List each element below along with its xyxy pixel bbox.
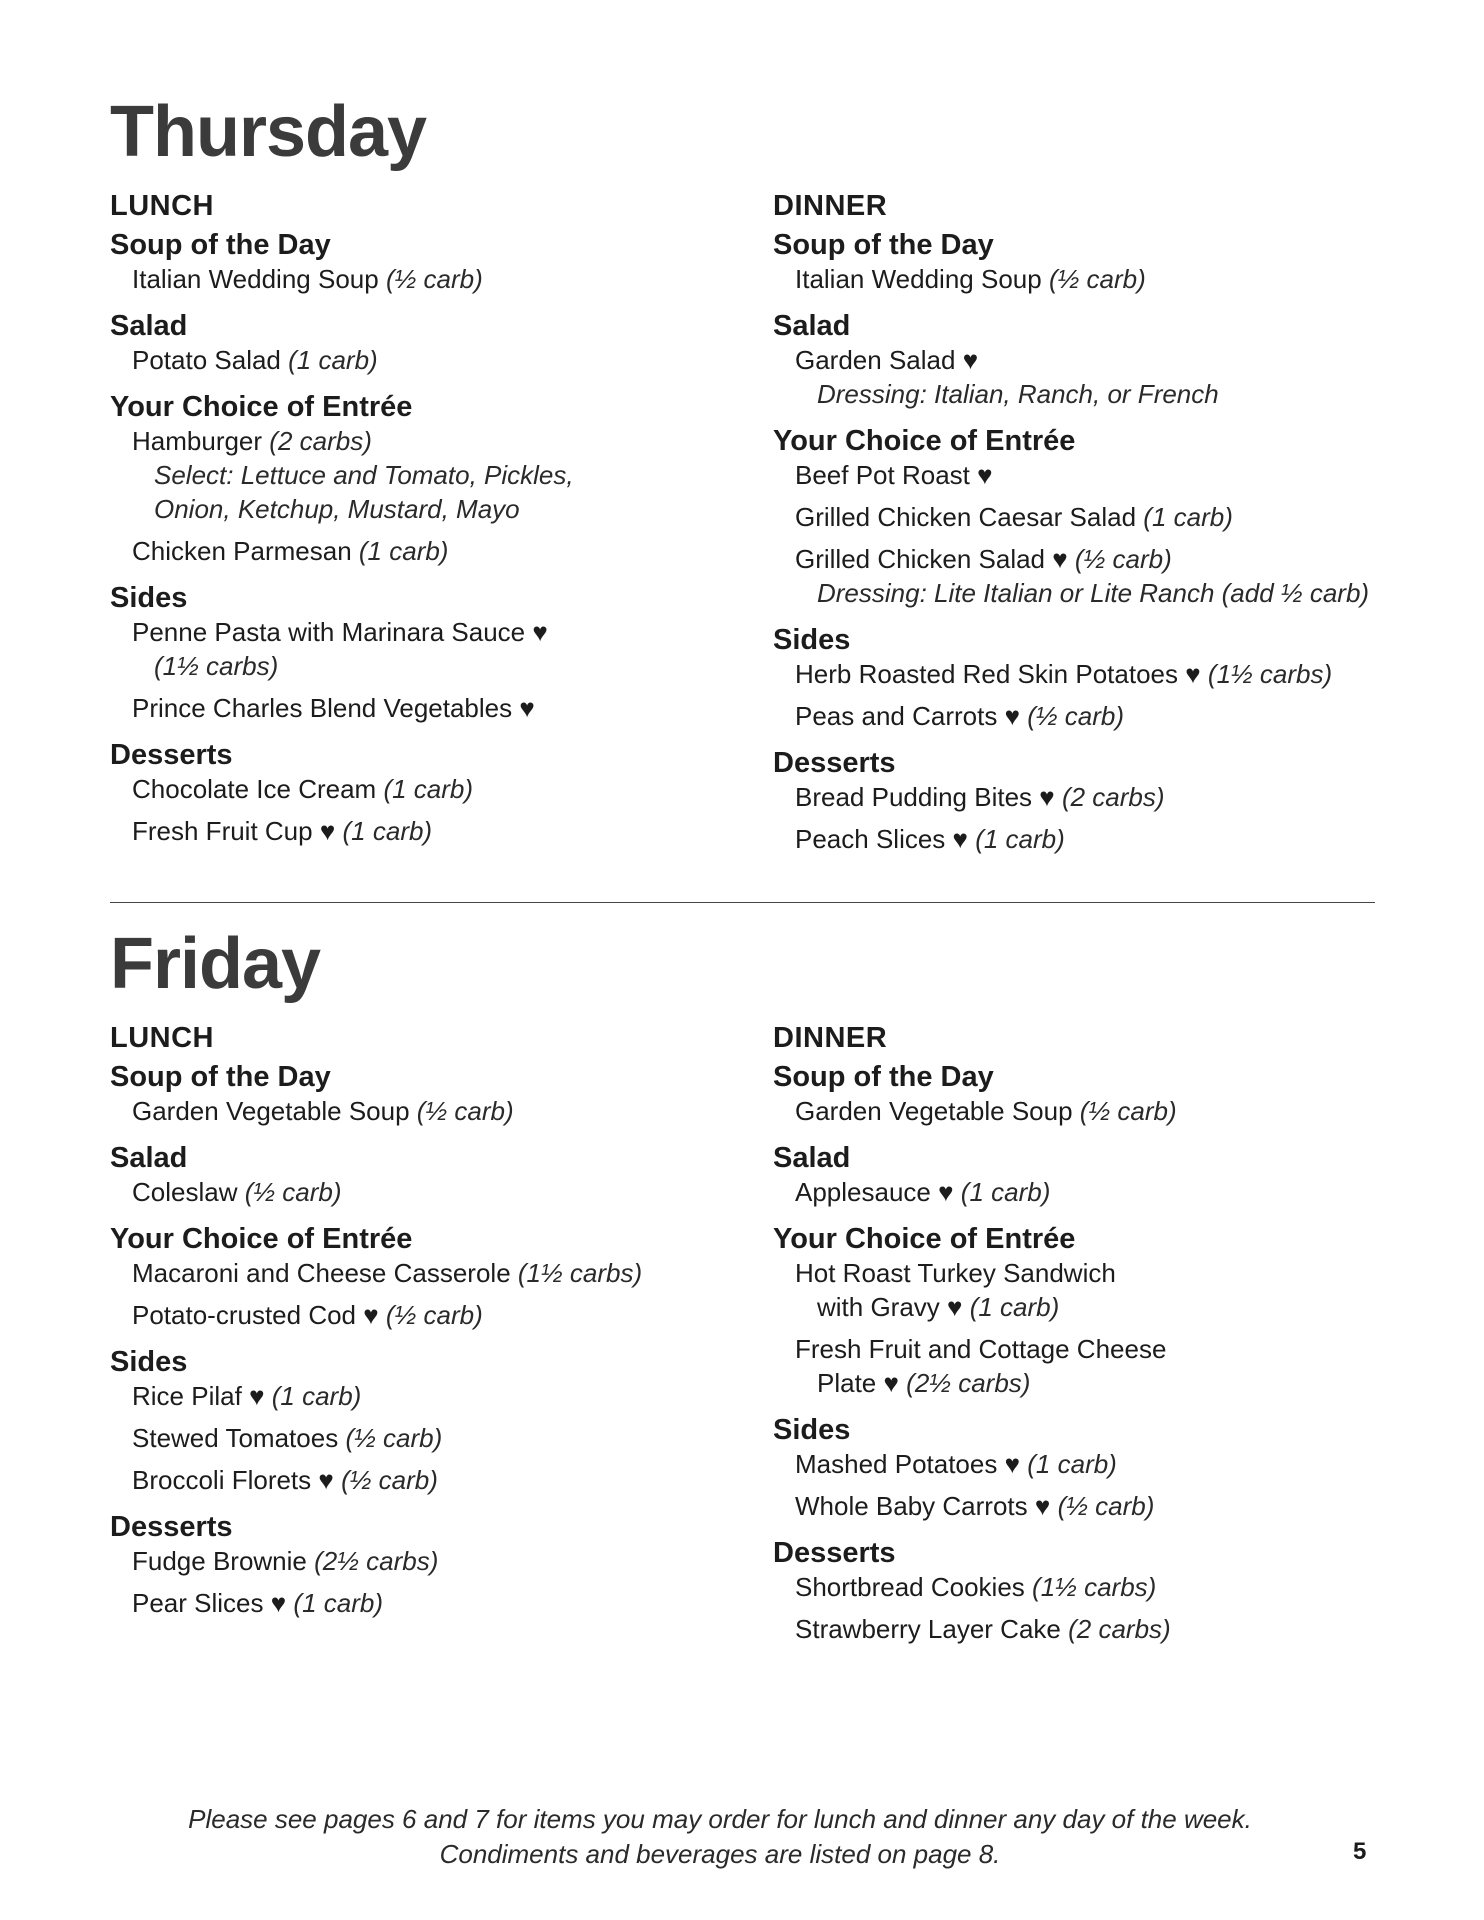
item-name: Italian Wedding Soup	[132, 264, 379, 294]
menu-section	[773, 1060, 1393, 1128]
item-name: Stewed Tomatoes	[132, 1423, 339, 1453]
item-name: Italian Wedding Soup	[795, 264, 1042, 294]
menu-item	[110, 534, 750, 568]
carb-count: (1½ carbs)	[154, 651, 279, 681]
carb-count: (1 carb)	[342, 816, 433, 846]
menu-item	[110, 814, 750, 848]
menu-item	[773, 822, 1393, 856]
item-name: Fresh Fruit Cup	[132, 816, 313, 846]
menu-item	[773, 657, 1393, 691]
item-name: Fudge Brownie	[132, 1546, 307, 1576]
menu-section	[110, 1222, 750, 1332]
section-title: Salad	[773, 1142, 851, 1174]
heart-icon: ♥	[318, 1465, 334, 1495]
menu-section	[773, 309, 1393, 411]
item-name: Grilled Chicken Salad	[795, 544, 1046, 574]
item-carb-wrap	[132, 649, 750, 683]
menu-section	[773, 1536, 1393, 1646]
day-title: Friday	[110, 924, 321, 1004]
item-name: Garden Salad	[795, 345, 956, 375]
item-name-line2: with Gravy	[817, 1292, 940, 1322]
section-title: Your Choice of Entrée	[773, 1223, 1076, 1255]
section-title: Salad	[110, 1142, 188, 1174]
item-name: Fresh Fruit and Cottage Cheese	[795, 1334, 1167, 1364]
item-name: Strawberry Layer Cake	[795, 1614, 1061, 1644]
item-name: Hot Roast Turkey Sandwich	[795, 1258, 1116, 1288]
meal-column-dinner	[773, 1020, 1393, 1659]
carb-count: (½ carb)	[1057, 1491, 1155, 1521]
heart-icon: ♥	[1039, 782, 1055, 812]
heart-icon: ♥	[1034, 1491, 1051, 1521]
item-name: Bread Pudding Bites	[795, 782, 1033, 812]
heart-icon: ♥	[1004, 1449, 1021, 1479]
menu-section	[110, 390, 750, 568]
item-name: Hamburger	[132, 426, 263, 456]
carb-count: (1 carb)	[271, 1381, 362, 1411]
menu-item	[773, 262, 1393, 296]
menu-item	[110, 615, 750, 683]
meal-column-lunch	[110, 188, 750, 861]
menu-item	[773, 1612, 1393, 1646]
heart-icon: ♥	[249, 1381, 265, 1411]
meal-heading: LUNCH	[110, 1022, 214, 1054]
heart-icon: ♥	[952, 824, 968, 854]
footer-note	[150, 1802, 1290, 1872]
menu-item	[110, 772, 750, 806]
carb-count: (½ carb)	[1079, 1096, 1177, 1126]
section-title: Your Choice of Entrée	[110, 391, 413, 423]
menu-section	[110, 1510, 750, 1620]
menu-item	[110, 262, 750, 296]
item-name: Grilled Chicken Caesar Salad	[795, 502, 1137, 532]
menu-item	[773, 699, 1393, 733]
menu-item	[110, 1175, 750, 1209]
item-name-continued	[795, 1290, 1393, 1324]
item-name: Shortbread Cookies	[795, 1572, 1025, 1602]
item-note: Select: Lettuce and Tomato, Pickles,	[154, 460, 574, 490]
heart-icon: ♥	[319, 816, 336, 846]
menu-item	[110, 343, 750, 377]
menu-item	[110, 1544, 750, 1578]
carb-count: (2 carbs)	[269, 426, 372, 456]
section-title: Desserts	[110, 1511, 233, 1543]
item-name: Whole Baby Carrots	[795, 1491, 1028, 1521]
section-title: Salad	[773, 310, 851, 342]
menu-item	[773, 500, 1393, 534]
section-title: Sides	[773, 624, 851, 656]
item-name: Herb Roasted Red Skin Potatoes	[795, 659, 1178, 689]
heart-icon: ♥	[938, 1177, 954, 1207]
menu-item	[773, 1447, 1393, 1481]
menu-item	[110, 1421, 750, 1455]
carb-count: (½ carb)	[345, 1423, 443, 1453]
menu-item	[110, 1379, 750, 1413]
menu-section	[773, 424, 1393, 610]
footer-line-1: Please see pages 6 and 7 for items you may order for lunch and dinner any day of the week.	[188, 1804, 1252, 1834]
heart-icon: ♥	[270, 1588, 287, 1618]
menu-item	[773, 542, 1393, 610]
menu-section	[110, 581, 750, 725]
footer-line-2: Condiments and beverages are listed on page 8.	[439, 1839, 1001, 1869]
carb-count: (1 carb)	[288, 345, 378, 375]
section-title: Desserts	[773, 1537, 896, 1569]
carb-count: (1 carb)	[1027, 1449, 1117, 1479]
menu-item	[110, 1094, 750, 1128]
item-note: Dressing: Lite Italian or Lite Ranch (add ½ carb)	[817, 578, 1370, 608]
item-name: Mashed Potatoes	[795, 1449, 998, 1479]
section-title: Salad	[110, 310, 188, 342]
item-name: Beef Pot Roast	[795, 460, 970, 490]
section-divider	[110, 902, 1375, 903]
day-thursday	[110, 92, 1375, 876]
heart-icon: ♥	[532, 617, 548, 647]
heart-icon: ♥	[962, 345, 979, 375]
menu-section	[773, 1141, 1393, 1209]
heart-icon: ♥	[1052, 544, 1068, 574]
heart-icon: ♥	[947, 1292, 963, 1322]
heart-icon: ♥	[1004, 701, 1020, 731]
menu-item	[773, 458, 1393, 492]
carb-count: (½ carb)	[385, 264, 483, 294]
carb-count: (1½ carbs)	[517, 1258, 643, 1288]
item-name: Macaroni and Cheese Casserole	[132, 1258, 511, 1288]
carb-count: (½ carb)	[1048, 264, 1146, 294]
day-friday	[110, 924, 1375, 1748]
menu-section	[110, 309, 750, 377]
carb-count: (1½ carbs)	[1207, 659, 1333, 689]
meal-heading: DINNER	[773, 1022, 888, 1054]
carb-count: (1 carb)	[969, 1292, 1060, 1322]
menu-item	[773, 1175, 1393, 1209]
carb-count: (1½ carbs)	[1032, 1572, 1157, 1602]
page-number: 5	[1353, 1838, 1367, 1865]
carb-count: (½ carb)	[385, 1300, 483, 1330]
item-name: Chicken Parmesan	[132, 536, 352, 566]
heart-icon: ♥	[519, 693, 535, 723]
menu-item	[773, 1570, 1393, 1604]
item-name: Garden Vegetable Soup	[132, 1096, 410, 1126]
carb-count: (½ carb)	[1074, 544, 1172, 574]
carb-count: (½ carb)	[416, 1096, 514, 1126]
carb-count: (1 carb)	[1143, 502, 1233, 532]
item-name: Penne Pasta with Marinara Sauce	[132, 617, 526, 647]
section-title: Desserts	[110, 739, 233, 771]
meal-column-dinner	[773, 188, 1393, 869]
menu-section	[110, 1345, 750, 1497]
item-name: Prince Charles Blend Vegetables	[132, 693, 513, 723]
item-name: Chocolate Ice Cream	[132, 774, 377, 804]
item-note: Dressing: Italian, Ranch, or French	[817, 379, 1219, 409]
carb-count: (½ carb)	[341, 1465, 438, 1495]
section-title: Your Choice of Entrée	[110, 1223, 413, 1255]
meal-heading: LUNCH	[110, 190, 214, 222]
menu-section	[773, 623, 1393, 733]
item-name: Garden Vegetable Soup	[795, 1096, 1073, 1126]
item-name: Peas and Carrots	[795, 701, 998, 731]
carb-count: (2 carbs)	[1061, 782, 1165, 812]
carb-count: (1 carb)	[293, 1588, 383, 1618]
carb-count: (1 carb)	[383, 774, 474, 804]
menu-item	[773, 1094, 1393, 1128]
section-title: Soup of the Day	[773, 1061, 994, 1093]
menu-item	[773, 1332, 1393, 1400]
menu-item	[773, 343, 1393, 411]
menu-section	[110, 228, 750, 296]
section-title: Sides	[773, 1414, 851, 1446]
item-name: Potato Salad	[132, 345, 281, 375]
menu-section	[773, 1413, 1393, 1523]
heart-icon: ♥	[977, 460, 993, 490]
section-title: Soup of the Day	[110, 229, 331, 261]
item-name: Potato-crusted Cod	[132, 1300, 357, 1330]
carb-count: (1 carb)	[975, 824, 1065, 854]
item-name: Broccoli Florets	[132, 1465, 312, 1495]
item-note: Onion, Ketchup, Mustard, Mayo	[154, 494, 520, 524]
item-name: Rice Pilaf	[132, 1381, 242, 1411]
section-title: Soup of the Day	[110, 1061, 331, 1093]
carb-count: (½ carb)	[1027, 701, 1125, 731]
menu-section	[110, 1060, 750, 1128]
section-title: Sides	[110, 1346, 188, 1378]
menu-section	[773, 1222, 1393, 1400]
carb-count: (1 carb)	[358, 536, 449, 566]
day-title: Thursday	[110, 92, 427, 172]
meal-column-lunch	[110, 1020, 750, 1633]
menu-item	[110, 1586, 750, 1620]
section-title: Your Choice of Entrée	[773, 425, 1076, 457]
carb-count: (1 carb)	[960, 1177, 1051, 1207]
carb-count: (½ carb)	[244, 1177, 342, 1207]
item-name-continued	[795, 1366, 1393, 1400]
item-name: Coleslaw	[132, 1177, 238, 1207]
menu-item	[110, 1463, 750, 1497]
menu-item	[110, 424, 750, 526]
menu-section	[773, 746, 1393, 856]
menu-section	[773, 228, 1393, 296]
meal-heading: DINNER	[773, 190, 888, 222]
carb-count: (2½ carbs)	[906, 1368, 1031, 1398]
heart-icon: ♥	[363, 1300, 379, 1330]
item-name: Applesauce	[795, 1177, 931, 1207]
section-title: Sides	[110, 582, 188, 614]
menu-item	[773, 1256, 1393, 1324]
heart-icon: ♥	[1185, 659, 1201, 689]
menu-item	[110, 1256, 750, 1290]
menu-section	[110, 1141, 750, 1209]
menu-item	[110, 1298, 750, 1332]
carb-count: (2 carbs)	[1068, 1614, 1171, 1644]
item-name: Pear Slices	[132, 1588, 264, 1618]
menu-section	[110, 738, 750, 848]
menu-item	[773, 780, 1393, 814]
item-name-line2: Plate	[817, 1368, 877, 1398]
heart-icon: ♥	[883, 1368, 899, 1398]
item-name: Peach Slices	[795, 824, 946, 854]
carb-count: (2½ carbs)	[314, 1546, 439, 1576]
section-title: Desserts	[773, 747, 896, 779]
section-title: Soup of the Day	[773, 229, 994, 261]
menu-item	[110, 691, 750, 725]
menu-item	[773, 1489, 1393, 1523]
